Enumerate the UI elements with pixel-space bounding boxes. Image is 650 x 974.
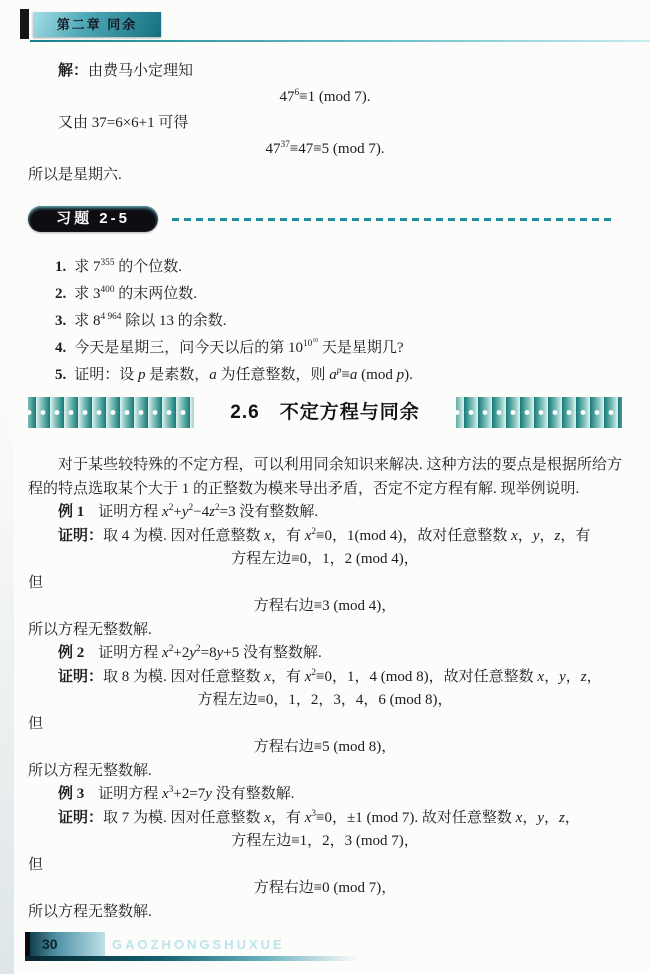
example-label: 例 2 xyxy=(58,645,85,661)
solution-text: 由费马小定理知 xyxy=(88,63,194,79)
proof-text: 取 4 为模. 因对任意整数 x，有 $x^2\equiv 0$，1(mod 4)，故对任意整数 x，y，z，有 xyxy=(103,526,591,544)
section-bar-left-dots xyxy=(28,397,194,428)
section-intro: 对于某些较特殊的不定方程，可以利用同余知识来解决. 这种方法的要点是根据所给方程的特点选取某个大于 1 的正整数为模来导出矛盾，否定不定方程有解. 现举例说明. xyxy=(28,457,622,497)
formula-line: $47^6\equiv 1$ (mod 7). xyxy=(279,88,371,105)
page-number: 30 xyxy=(42,936,58,952)
page-content xyxy=(0,58,650,924)
page-footer xyxy=(0,932,650,962)
example-statement-text: 证明方程 $x^3+2=7y$ 没有整数解. xyxy=(98,785,295,802)
exercise-item xyxy=(28,308,622,335)
section-heading xyxy=(28,397,622,428)
exercise-number: 5. xyxy=(55,367,67,383)
exercise-number: 1. xyxy=(55,259,67,275)
exercise-item xyxy=(28,281,622,308)
example-proof xyxy=(28,807,622,831)
connector-text: 但 xyxy=(28,856,44,873)
connector-text: 但 xyxy=(28,574,44,591)
exercise-number: 2. xyxy=(55,286,67,302)
formula-line: 方程左边≡0，1，2 (mod 4)， xyxy=(231,551,419,567)
exercise-item xyxy=(28,335,622,362)
example-statement-text: 证明方程 $x^2+y^2-4z^2=3$ 没有整数解. xyxy=(98,503,319,520)
example-proof xyxy=(28,525,622,549)
proof-label: 证明： xyxy=(58,527,104,544)
dashed-rule xyxy=(172,218,616,221)
proof-label: 证明： xyxy=(58,668,104,685)
connector-text: 但 xyxy=(28,715,44,732)
exercise-text: 证明：设 p 是素数，a 为任意整数，则 $a^p\equiv a$ (mod p). xyxy=(74,366,413,383)
exercise-item xyxy=(28,254,622,281)
solution-line: 又由 37=6×6+1 可得 xyxy=(58,115,189,131)
solution-label: 解： xyxy=(58,63,89,79)
exercises-badge: 习题 2-5 xyxy=(28,206,158,232)
example-label: 例 3 xyxy=(58,786,85,802)
formula-line: 方程左边≡1，2，3 (mod 7)， xyxy=(231,833,419,849)
example-statement xyxy=(28,642,622,666)
exercises-header xyxy=(28,206,622,232)
exercise-number: 4. xyxy=(55,340,67,356)
solution-line xyxy=(28,58,622,84)
formula-line: 方程右边≡5 (mod 8)， xyxy=(253,739,397,755)
example-proof xyxy=(28,666,622,690)
exercise-text: 求 $3^{400}$ 的末两位数. xyxy=(74,285,197,302)
header-rule xyxy=(30,40,650,42)
formula-line: 方程左边≡0，1，2，3，4，6 (mod 8)， xyxy=(197,692,453,708)
exercise-number: 3. xyxy=(55,313,67,329)
chapter-badge: 第二章 同余 xyxy=(33,12,161,37)
formula-line: 方程右边≡0 (mod 7)， xyxy=(253,880,397,896)
solution-conclusion: 所以是星期六. xyxy=(28,167,122,183)
example-statement xyxy=(28,783,622,807)
exercise-item xyxy=(28,362,622,389)
example-conclusion: 所以方程无整数解. xyxy=(28,762,152,779)
footer-watermark: GAOZHONGSHUXUE xyxy=(112,937,285,952)
example-conclusion: 所以方程无整数解. xyxy=(28,621,152,638)
footer-rule xyxy=(25,956,360,961)
exercises-list xyxy=(28,254,622,389)
exercise-text: 求 $8^{4 964}$ 除以 13 的余数. xyxy=(74,312,227,329)
example-statement xyxy=(28,501,622,525)
proof-text: 取 7 为模. 因对任意整数 x，有 $x^3\equiv 0$，±1 (mod 7). 故对任意整数 x，y，z， xyxy=(103,808,580,826)
section-title: 2.6 不定方程与同余 xyxy=(230,402,420,423)
exercise-text: 今天是星期三，问今天以后的第 $10^{10^{10}}$ 天是星期几? xyxy=(74,337,404,356)
example-conclusion: 所以方程无整数解. xyxy=(28,903,152,920)
chapter-edge-mark xyxy=(20,9,29,39)
proof-label: 证明： xyxy=(58,809,104,826)
example-label: 例 1 xyxy=(58,504,85,520)
proof-text: 取 8 为模. 因对任意整数 x，有 $x^2\equiv 0$，1，4 (mod 8)，故对任意整数 x，y，z， xyxy=(103,667,602,685)
formula-line: $47^{37}\equiv 47\equiv 5$ (mod 7). xyxy=(265,140,385,157)
example-statement-text: 证明方程 $x^2+2y^2=8y+5$ 没有整数解. xyxy=(98,644,322,661)
section-bar-right-dots xyxy=(456,397,622,428)
section-body xyxy=(28,454,622,924)
exercise-text: 求 $7^{355}$ 的个位数. xyxy=(74,258,182,275)
formula-line: 方程右边≡3 (mod 4)， xyxy=(253,598,397,614)
page-number-box xyxy=(25,932,105,956)
